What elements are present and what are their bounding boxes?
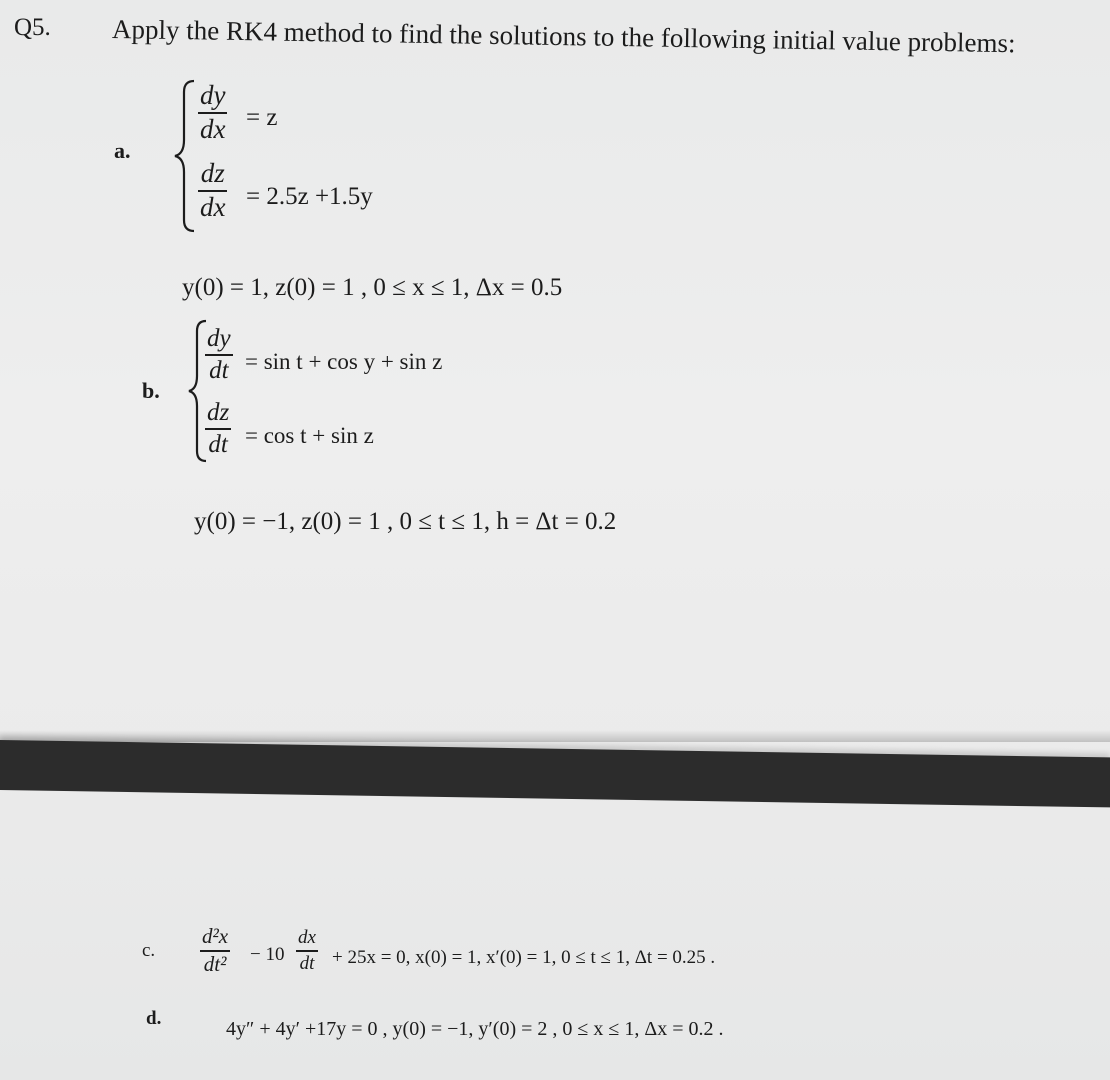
brace-icon	[172, 78, 198, 234]
part-b-eq2-derivative: dz dt	[207, 399, 230, 458]
part-c-second-derivative: d²x dt²	[202, 924, 229, 976]
part-c-coefficient: − 10	[250, 944, 285, 965]
part-a-eq2-derivative: dz dx	[200, 158, 226, 222]
part-d-label: d.	[146, 1008, 162, 1029]
part-d-equation: 4y″ + 4y′ +17y = 0 , y(0) = −1, y′(0) = 2 , 0 ≤ x ≤ 1, Δx = 0.2 .	[226, 1018, 724, 1040]
part-b-eq2-rhs: = cos t + sin z	[245, 423, 374, 448]
part-a-eq2-rhs: = 2.5z +1.5y	[246, 183, 373, 210]
part-c-equation-rest: + 25x = 0, x(0) = 1, x′(0) = 1, 0 ≤ t ≤ 1, Δt = 0.25 .	[332, 947, 716, 968]
divider-band	[0, 740, 1110, 807]
part-b-eq1-derivative: dy dt	[207, 325, 231, 384]
part-b-label: b.	[142, 378, 160, 403]
question-title: Apply the RK4 method to find the solutions to the following initial value problems:	[111, 14, 1016, 59]
part-a-eq1-derivative: dy dx	[200, 80, 226, 144]
part-b-eq1-rhs: = sin t + cos y + sin z	[245, 349, 443, 374]
shadow-divider	[0, 730, 1110, 742]
part-a-label: a.	[114, 138, 131, 163]
question-number: Q5.	[14, 14, 51, 41]
part-a-eq1-rhs: = z	[246, 104, 278, 131]
part-a-conditions: y(0) = 1, z(0) = 1 , 0 ≤ x ≤ 1, Δx = 0.5	[182, 274, 563, 301]
part-b-conditions: y(0) = −1, z(0) = 1 , 0 ≤ t ≤ 1, h = Δt = 0.2	[194, 508, 617, 535]
part-c-label: c.	[142, 940, 156, 961]
part-c-first-derivative: dx dt	[298, 927, 316, 974]
